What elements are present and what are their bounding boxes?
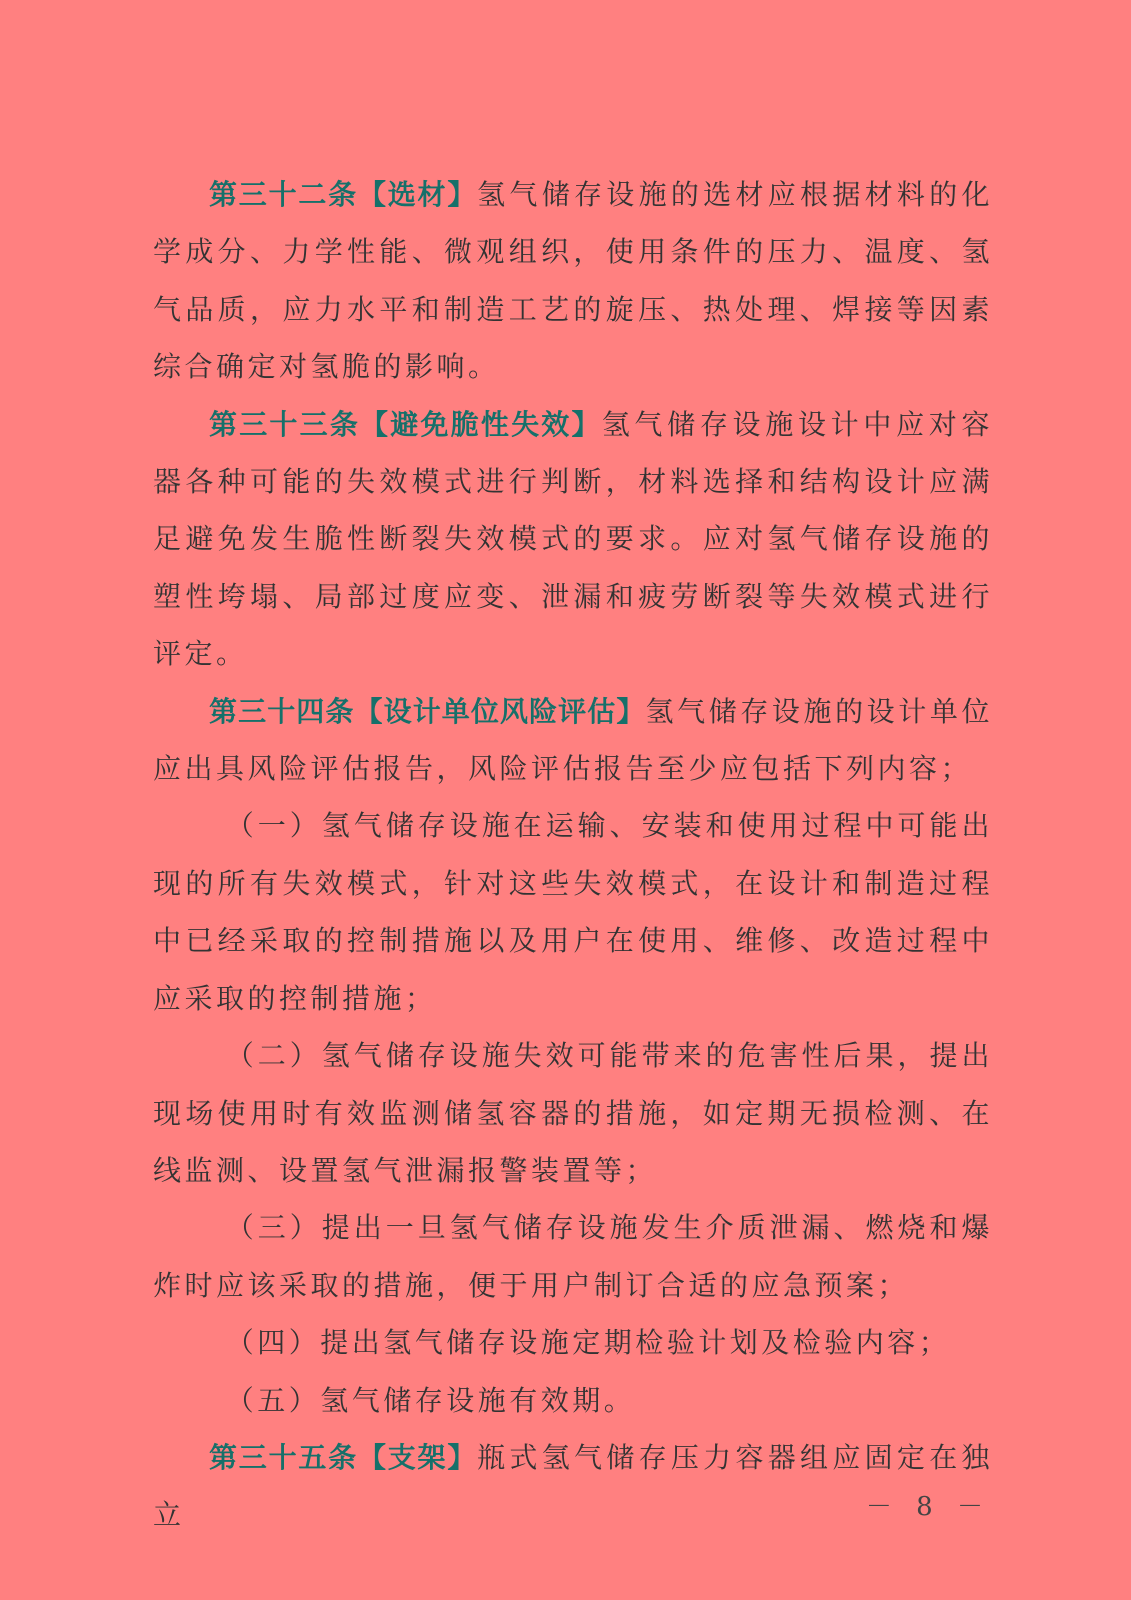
list-item: （二）氢气储存设施失效可能带来的危害性后果，提出现场使用时有效监测储氢容器的措施，如定期无损检测、在线监测、设置氢气泄漏报警装置等； (153, 1039, 993, 1187)
article-34 (153, 683, 993, 798)
document-body (153, 166, 993, 1544)
list-item: （三）提出一旦氢气储存设施发生介质泄漏、燃烧和爆炸时应该采取的措施，便于用户制订合适的应急预案； (153, 1211, 993, 1302)
article-text: 氢气储存设施的选材应根据材料的化学成分、力学性能、微观组织，使用条件的压力、温度、氢气品质，应力水平和制造工艺的旋压、热处理、焊接等因素综合确定对氢脆的影响。 (153, 178, 993, 384)
article-text: 瓶式氢气储存压力容器组应固定在独立 (153, 1440, 993, 1532)
article-heading: 第三十五条【支架】 (209, 1440, 478, 1474)
list-item: （四）提出氢气储存设施定期检验计划及检验内容； (225, 1326, 951, 1360)
article-32 (153, 166, 993, 396)
article-heading: 第三十二条【选材】 (209, 178, 478, 211)
list-item: （一）氢气储存设施在运输、安装和使用过程中可能出现的所有失效模式，针对这些失效模式，在设计和制造过程中已经采取的控制措施以及用户在使用、维修、改造过程中应采取的控制措施； (153, 809, 993, 1015)
article-text: 氢气储存设施设计中应对容器各种可能的失效模式进行判断，材料选择和结构设计应满足避免发生脆性断裂失效模式的要求。应对氢气储存设施的塑性垮塌、局部过度应变、泄漏和疲劳断裂等失效模式进行评定。 (153, 407, 993, 671)
page-number: － 8 － (865, 1492, 991, 1522)
article-text: 氢气储存设施的设计单位应出具风险评估报告，风险评估报告至少应包括下列内容； (153, 694, 993, 786)
article-33 (153, 396, 993, 683)
article-heading: 第三十三条【避免脆性失效】 (209, 407, 602, 441)
list-item: （五）氢气储存设施有效期。 (225, 1383, 636, 1417)
article-heading: 第三十四条【设计单位风险评估】 (209, 694, 646, 728)
